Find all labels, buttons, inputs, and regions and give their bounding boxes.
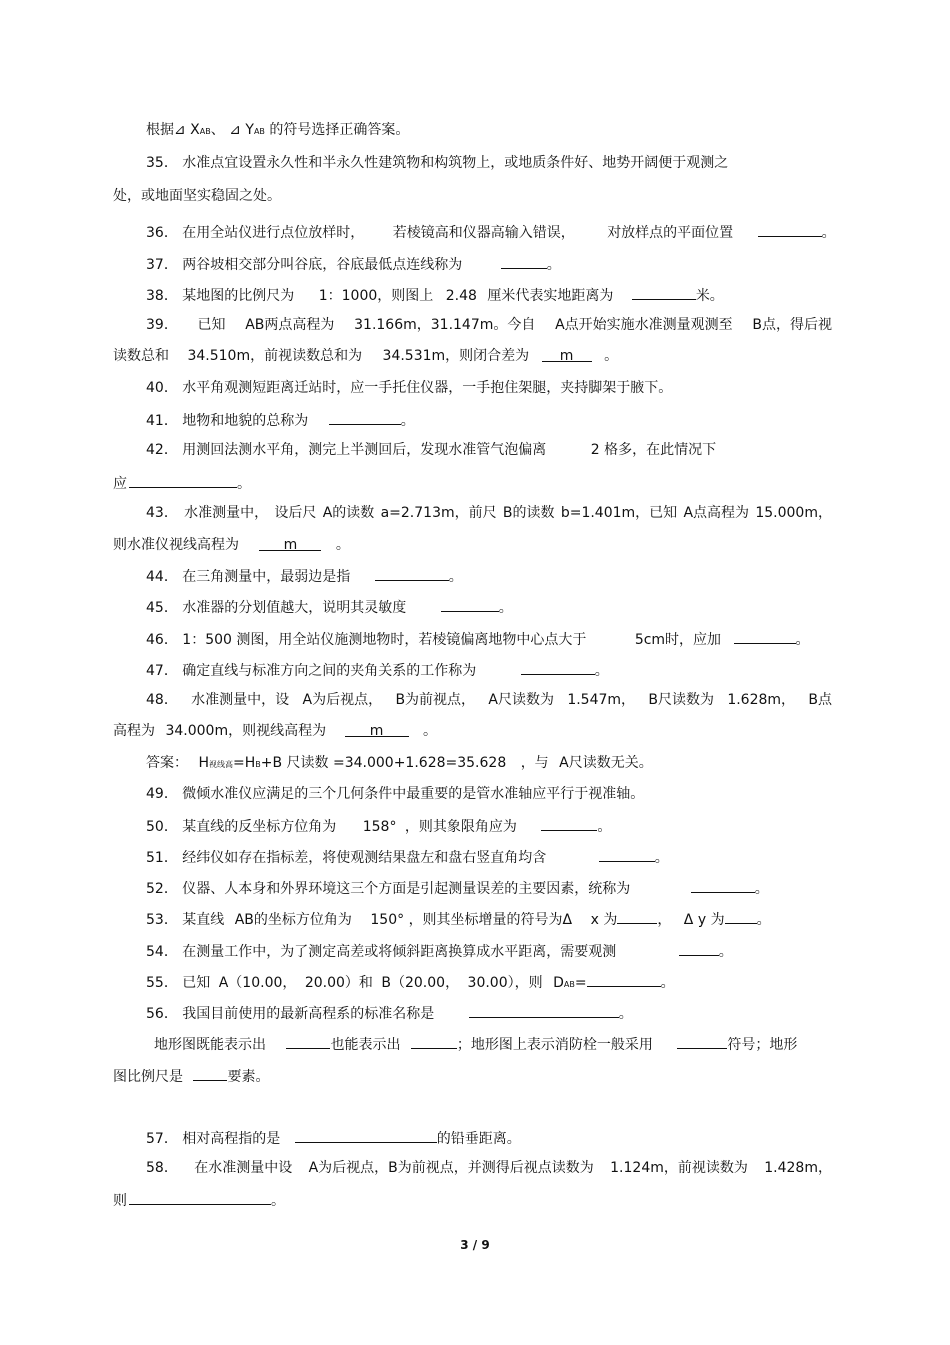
question-56: [146, 1003, 633, 1023]
answer-blank: [129, 473, 237, 488]
question-53: [146, 909, 771, 929]
question-text: A尺读数为: [488, 692, 554, 708]
punct: ，: [657, 912, 672, 928]
question-number: 46．: [146, 632, 178, 648]
question-text: B尺读数为: [648, 692, 714, 708]
punct: 。: [718, 944, 733, 960]
question-text: AB两点高程为: [245, 317, 335, 333]
question-text: 相对高程指的是: [182, 1131, 281, 1147]
text: 根据⊿ X: [146, 122, 200, 138]
question-39: [146, 316, 832, 334]
punct: 。: [604, 348, 619, 364]
question-text: 地形图既能表示出: [154, 1037, 266, 1053]
punct: 。: [821, 225, 836, 241]
question-number: 51．: [146, 850, 178, 866]
answer-blank: [725, 909, 757, 924]
answer-blank: [469, 1003, 619, 1018]
subscript: 视线高: [208, 760, 233, 769]
question-number: 54．: [146, 944, 178, 960]
question-48: [146, 691, 832, 709]
question-text: 两谷坡相交部分叫谷底，谷底最低点连线称为: [182, 257, 463, 273]
question-text: 应: [113, 476, 127, 492]
question-number: 57．: [146, 1131, 178, 1147]
question-number: 58．: [146, 1160, 178, 1176]
question-38: [146, 285, 724, 305]
answer-blank: [295, 1128, 437, 1143]
question-number: 35．: [146, 155, 178, 171]
question-39-cont: [113, 347, 618, 365]
question-text: 某直线的反坐标方位角为: [182, 819, 337, 835]
question-text: A为后视点，: [302, 692, 383, 708]
question-48-cont: [113, 722, 437, 740]
punct: 。: [754, 881, 769, 897]
question-text: 经纬仪如存在指标差，将使观测结果盘左和盘右竖直角均含: [182, 850, 547, 866]
question-text: 1：500 测图，用全站仪施测地物时，若棱镜偏离地物中心点大于: [182, 632, 587, 648]
question-number: 37．: [146, 257, 178, 273]
question-text: D: [553, 975, 564, 991]
question-52: [146, 878, 769, 898]
question-text: B点，得后视: [752, 317, 832, 333]
question-text: 要素。: [227, 1069, 270, 1085]
question-number: 36．: [146, 225, 178, 241]
answer-blank: m: [345, 722, 409, 737]
question-number: 55．: [146, 975, 178, 991]
question-text: 则水准仪视线高程为: [113, 537, 239, 553]
question-text: 在测量工作中，为了测定高差或将倾斜距离换算成水平距离，需要观测: [182, 944, 617, 960]
question-text: B为前视点，: [395, 692, 476, 708]
answer-blank: [632, 285, 696, 300]
question-text: ，则其坐标增量的符号为Δ: [408, 912, 573, 928]
answer-text: A尺读数无关。: [559, 755, 653, 771]
punct: 。: [597, 819, 612, 835]
question-text: 符号；地形: [727, 1037, 798, 1053]
question-37: [146, 254, 561, 274]
question-text: 在三角测量中，最弱边是指: [182, 569, 351, 585]
question-text: 则: [113, 1193, 127, 1209]
punct: 。: [422, 723, 437, 739]
question-58: [146, 1159, 832, 1177]
answer-text: ，与: [520, 755, 549, 771]
question-number: 43．: [146, 505, 178, 521]
question-text: ，则其象限角应为: [404, 819, 517, 835]
punct: 。: [654, 850, 669, 866]
question-text: x 为: [590, 912, 618, 928]
question-text: 30.00），则: [467, 975, 543, 991]
question-text: 15.000m，: [755, 505, 832, 521]
subscript: AB: [253, 127, 265, 136]
question-number: 56．: [146, 1006, 178, 1022]
question-text: 地物和地貌的总称为: [182, 413, 309, 429]
question-number: 48．: [146, 692, 178, 708]
question-number: 41．: [146, 413, 178, 429]
question-text: 厘米代表实地距离为: [487, 288, 614, 304]
question-text: 也能表示出: [330, 1037, 401, 1053]
question-text: 处，或地面坚实稳固之处。: [113, 188, 281, 204]
question-43-cont: [113, 536, 350, 554]
question-text: 1：1000，则图上: [318, 288, 434, 304]
question-number: 50．: [146, 819, 178, 835]
answer-blank: [677, 1034, 727, 1049]
question-number: 39．: [146, 317, 178, 333]
punct: 。: [795, 632, 810, 648]
question-text: 1.547m，: [567, 692, 636, 708]
answer-blank: [329, 410, 401, 425]
question-55: [146, 972, 675, 994]
question-text: 31.166m，31.147m。今自: [354, 317, 536, 333]
question-43: [146, 504, 832, 522]
punct: 。: [756, 912, 771, 928]
intro-line: [146, 121, 409, 141]
answer-blank: [587, 972, 661, 987]
answer-blank: [375, 566, 449, 581]
question-text: y 为: [697, 912, 725, 928]
question-text: 已知: [182, 975, 211, 991]
question-text: A（10.00，: [218, 975, 297, 991]
question-number: 38．: [146, 288, 178, 304]
answer-blank: [441, 597, 499, 612]
question-number: 44．: [146, 569, 178, 585]
question-46: [146, 629, 810, 649]
question-45: [146, 597, 513, 617]
punct: 。: [498, 600, 513, 616]
question-text: 某地图的比例尺为: [182, 288, 295, 304]
answer-blank: [617, 909, 657, 924]
question-number: 45．: [146, 600, 178, 616]
question-text: 158°: [362, 819, 397, 835]
answer-blank: [679, 941, 719, 956]
question-text: B（20.00，: [381, 975, 460, 991]
question-42: [146, 441, 716, 459]
question-text: 水准测量中，设: [191, 692, 290, 708]
punct: 。: [237, 476, 251, 492]
question-text: 图比例尺是: [113, 1069, 183, 1085]
answer-48: [146, 754, 653, 774]
punct: 。: [594, 663, 609, 679]
question-text: 某直线: [182, 912, 225, 928]
question-49: [146, 785, 644, 803]
punct: 。: [660, 975, 675, 991]
question-text: 已知: [197, 317, 226, 333]
subscript: B: [255, 760, 261, 769]
punct: 。: [400, 413, 415, 429]
question-text: 1.124m，前视读数为: [610, 1160, 748, 1176]
question-58-cont: [113, 1190, 285, 1210]
question-text: 在水准测量中设: [194, 1160, 293, 1176]
question-56c: [113, 1066, 269, 1086]
punct: 。: [335, 537, 350, 553]
question-number: 49．: [146, 786, 178, 802]
subscript: AB: [199, 127, 211, 136]
question-57: [146, 1128, 521, 1148]
question-36: [146, 222, 836, 242]
answer-blank: [193, 1066, 227, 1081]
question-text: 20.00）和: [304, 975, 373, 991]
question-text: 用测回法测水平角，测完上半测回后，发现水准管气泡偏离: [182, 442, 547, 458]
answer-blank: [501, 254, 547, 269]
question-text: 34.531m，则闭合差为: [382, 348, 530, 364]
question-text: 2 格多，在此情况下: [590, 442, 717, 458]
answer-text: =H: [232, 755, 256, 771]
answer-blank: [734, 629, 796, 644]
answer-blank: [411, 1034, 457, 1049]
question-number: 47．: [146, 663, 178, 679]
question-35-cont: [113, 187, 281, 205]
text: 、 ⊿ Y: [210, 122, 254, 138]
question-text: 设后尺: [274, 505, 317, 521]
answer-blank: m: [259, 536, 321, 551]
answer-blank: [129, 1190, 271, 1205]
question-text: AB的坐标方位角为: [234, 912, 352, 928]
answer-blank: [521, 660, 595, 675]
question-text: 5cm时，应加: [634, 632, 722, 648]
question-text: 微倾水准仪应满足的三个几何条件中最重要的是管水准轴应平行于视准轴。: [182, 786, 645, 802]
answer-text: H: [198, 755, 209, 771]
question-text: 水准测量中，: [184, 505, 269, 521]
answer-blank: [286, 1034, 330, 1049]
question-text: =: [574, 975, 587, 991]
answer-text: +B 尺读数 =34.000+1.628=35.628: [260, 755, 507, 771]
answer-blank: m: [542, 347, 592, 362]
question-text: B点: [808, 692, 832, 708]
question-text: b=1.401m，已知: [560, 505, 678, 521]
question-42-cont: [113, 473, 251, 493]
question-54: [146, 941, 733, 961]
question-50: [146, 816, 611, 836]
subscript: AB: [563, 980, 575, 989]
answer-blank: [541, 816, 597, 831]
answer-blank: [599, 847, 655, 862]
question-text: 高程为: [113, 723, 155, 739]
question-47: [146, 660, 609, 680]
question-41: [146, 410, 415, 430]
question-text: 若棱镜高和仪器高输入错误，: [392, 225, 575, 241]
question-35: [146, 154, 728, 172]
punct: 。: [546, 257, 561, 273]
question-51: [146, 847, 669, 867]
question-text: A的读数: [322, 505, 375, 521]
question-44: [146, 566, 463, 586]
question-text: Δ: [683, 912, 694, 928]
question-number: 42．: [146, 442, 178, 458]
question-number: 40．: [146, 380, 178, 396]
question-text: 的铅垂距离。: [436, 1131, 521, 1147]
question-text: 水准点宜设置永久性和半永久性建筑物和构筑物上，或地质条件好、地势开阔便于观测之: [182, 155, 729, 171]
punct: 米。: [695, 288, 724, 304]
question-text: 对放样点的平面位置: [607, 225, 734, 241]
question-text: ；地形图上表示消防栓一般采用: [456, 1037, 653, 1053]
question-text: 我国目前使用的最新高程系的标准名称是: [182, 1006, 435, 1022]
punct: 。: [618, 1006, 633, 1022]
answer-label: 答案：: [146, 755, 188, 771]
question-text: 34.510m，前视读数总和为: [187, 348, 363, 364]
question-text: 1.628m，: [727, 692, 796, 708]
question-text: 2.48: [445, 288, 477, 304]
text: 的符号选择正确答案。: [264, 122, 410, 138]
answer-blank: [691, 878, 755, 893]
punct: 。: [448, 569, 463, 585]
question-text: A为后视点，B为前视点，并测得后视点读数为: [308, 1160, 594, 1176]
question-text: A点开始实施水准测量观测至: [555, 317, 733, 333]
page-number: 3 / 9: [460, 1238, 490, 1252]
question-text: 在用全站仪进行点位放样时，: [182, 225, 365, 241]
question-56b: [154, 1034, 797, 1054]
question-text: 确定直线与标准方向之间的夹角关系的工作称为: [182, 663, 477, 679]
punct: 。: [271, 1193, 285, 1209]
question-text: A点高程为: [683, 505, 750, 521]
question-text: 读数总和: [113, 348, 169, 364]
answer-blank: [758, 222, 822, 237]
question-text: 1.428m，: [764, 1160, 832, 1176]
question-text: a=2.713m，前尺: [380, 505, 497, 521]
question-40: [146, 379, 672, 397]
question-text: 150°: [370, 912, 405, 928]
question-text: 水平角观测短距离迁站时，应一手托住仪器，一手抱住架腿，夹持脚架于腋下。: [182, 380, 673, 396]
question-text: B的读数: [502, 505, 555, 521]
question-text: 34.000m，则视线高程为: [165, 723, 327, 739]
question-number: 52．: [146, 881, 178, 897]
question-number: 53．: [146, 912, 178, 928]
question-text: 仪器、人本身和外界环境这三个方面是引起测量误差的主要因素，统称为: [182, 881, 631, 897]
question-text: 水准器的分划值越大，说明其灵敏度: [182, 600, 407, 616]
